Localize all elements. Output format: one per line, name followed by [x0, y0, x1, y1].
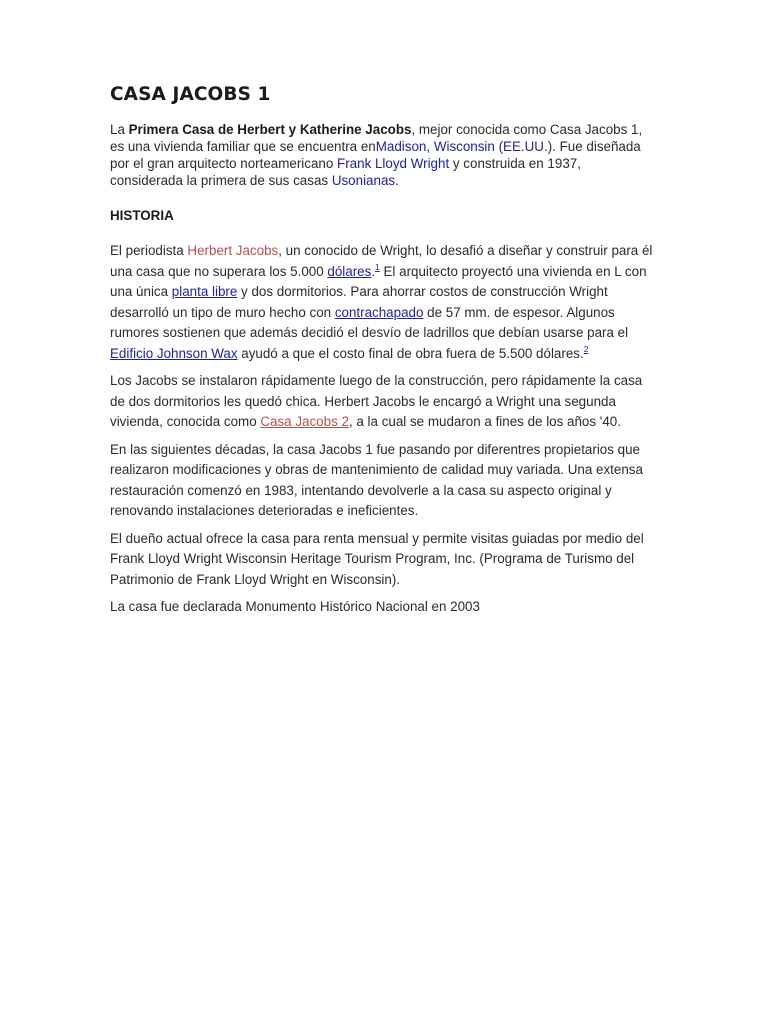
intro-text-6: y construida en 1937, considerada la primera de sus casas	[110, 156, 581, 188]
historia-paragraph-1	[110, 241, 655, 364]
link-planta-libre[interactable]: planta libre	[171, 284, 238, 299]
link-madison[interactable]: Madison	[375, 139, 427, 154]
intro-text-7: .	[395, 173, 399, 188]
reference-2[interactable]	[584, 344, 589, 354]
reference-2-link[interactable]: 2	[583, 343, 589, 354]
p2-text-1: Los Jacobs se instalaron rápidamente luego de la construcción, pero rápidamente la casa de dos dormitorios les quedó chica. Herbert Jacobs le encargó a Wright una segunda vivienda, conocida como	[110, 373, 643, 429]
p1-text-6: de 57 mm. de espesor. Algunos rumores sostienen que además decidió el desvío de ladrillos que debían usarse para el	[110, 304, 629, 340]
intro-text-1: La	[110, 122, 129, 137]
link-wisconsin[interactable]: Wisconsin	[433, 139, 495, 154]
link-edificio-johnson-wax[interactable]: Edificio Johnson Wax	[110, 345, 238, 361]
section-heading-historia: HISTORIA	[110, 208, 174, 223]
intro-text-3: ,	[426, 139, 434, 154]
historia-paragraph-3: En las siguientes décadas, la casa Jacobs 1 fue pasando por diferentres propietarios que realizaron modificaciones y obras de mantenimiento de calidad muy variada. Una extensa restauración comenzó en 1983, intentando devolverle a la casa su aspecto original y renovando instalaciones deterioradas e ineficientes.	[110, 441, 643, 518]
p1-text-4: El arquitecto proyectó una vivienda en L con una única	[110, 263, 647, 299]
intro-paragraph	[110, 121, 655, 189]
intro-text-4: (	[494, 139, 504, 154]
page-title: CASA JACOBS 1	[110, 84, 271, 105]
link-casa-jacobs-2[interactable]: Casa Jacobs 2	[260, 414, 349, 429]
historia-paragraph-2	[110, 371, 655, 433]
document-page	[110, 84, 655, 625]
reference-1-link[interactable]: 1	[375, 261, 380, 272]
p1-text-3: .	[371, 263, 376, 279]
p1-text-1: El periodista	[110, 243, 188, 258]
historia-paragraph-4: El dueño actual ofrece la casa para renta mensual y permite visitas guiadas por medio del Frank Lloyd Wright Wisconsin Heritage Tourism Program, Inc. (Programa de Turismo del Patrimonio de Frank Lloyd Wright en Wisconsin).	[110, 530, 644, 587]
p1-text-7: ayudó a que el costo final de obra fuera de 5.500 dólares.	[237, 345, 584, 361]
p2-text-2: , a la cual se mudaron a fines de los años '40.	[348, 414, 621, 429]
p1-text-2: , un conocido de Wright, lo desafió a diseñar y construir para él una casa que no superara los 5.000	[110, 243, 653, 279]
intro-bold-name: Primera Casa de Herbert y Katherine Jacobs	[128, 122, 412, 137]
historia-paragraph-5: La casa fue declarada Monumento Histórico Nacional en 2003	[110, 599, 480, 614]
link-herbert-jacobs[interactable]: Herbert Jacobs	[187, 243, 279, 258]
link-dolares[interactable]: dólares	[327, 263, 372, 279]
link-eeuu[interactable]: EE.UU.	[503, 139, 548, 154]
link-frank-lloyd-wright[interactable]: Frank Lloyd Wright	[337, 156, 450, 171]
link-contrachapado[interactable]: contrachapado	[334, 304, 424, 320]
p1-text-5: y dos dormitorios. Para ahorrar costos de construcción Wright desarrolló un tipo de muro hecho con	[110, 284, 608, 320]
link-usonianas[interactable]: Usonianas	[331, 173, 396, 188]
intro-text-2: , mejor conocida como Casa Jacobs 1, es una vivienda familiar que se encuentra en	[110, 122, 643, 154]
intro-text-5: ). Fue diseñada por el gran arquitecto norteamericano	[110, 139, 641, 171]
